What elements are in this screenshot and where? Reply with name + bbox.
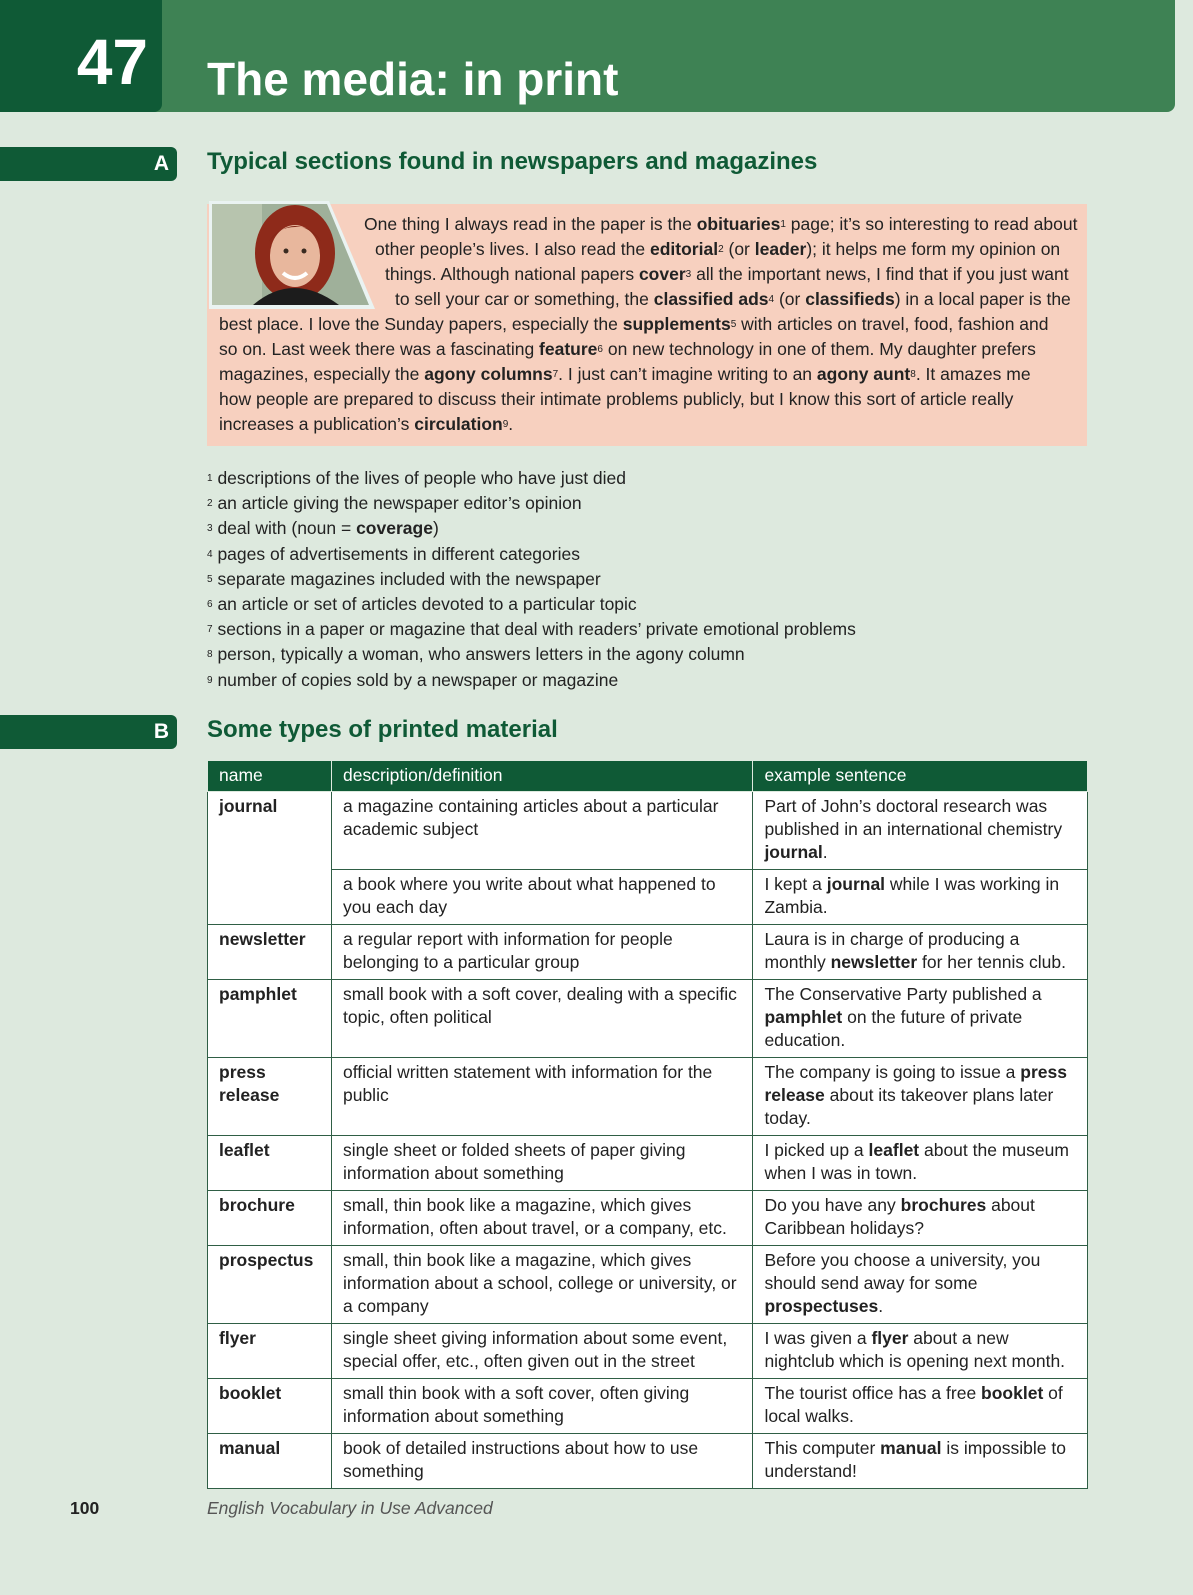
glossary-item: $^3$ deal with (noun = coverage) bbox=[207, 518, 439, 539]
glossary-item: $^2$ an article giving the newspaper editor’s opinion bbox=[207, 493, 582, 514]
section-b-tab: B bbox=[0, 715, 177, 749]
book-title: English Vocabulary in Use Advanced bbox=[207, 1498, 493, 1518]
table-row: manual book of detailed instructions about how to use something This computer manual is impossible to understand! bbox=[208, 1434, 1088, 1489]
glossary-item: $^1$ descriptions of the lives of people who have just died bbox=[207, 468, 627, 488]
table-row: journal a magazine containing articles about a particular academic subject Part of John’s doctoral research was published in an international chemistry journal. bbox=[208, 792, 1088, 870]
unit-number-box bbox=[0, 0, 162, 112]
table-row: leaflet single sheet or folded sheets of paper giving information about something I picked up a leaflet about the museum when I was in town. bbox=[208, 1136, 1088, 1191]
page-number: 100 bbox=[70, 1498, 100, 1518]
quote-paragraph: One thing I always read in the paper is the obituaries$^1$ page; it’s so interesting to read about other people’s lives. I also read the editorial$^2$ (or leader); it helps me form my opinion on things. Although national papers cover$^3$ all the important news, I find that if you just want to sell your car or something, the classified ads$^4$ (or classifieds) in a local paper is the best place. I love the Sunday papers, especially the supplements$^5$ with articles on travel, food, fashion and so on. Last week there was a fascinating feature$^6$ on new technology in one of them. My daughter prefers magazines, especially the agony columns$^7$. I just can’t imagine writing to an agony aunt$^8$. It amazes me how people are prepared to discuss their intimate problems publicly, but I know this sort of article really increases a publication’s circulation$^9$. bbox=[219, 214, 1078, 434]
glossary-item: $^9$ number of copies sold by a newspaper or magazine bbox=[207, 669, 619, 690]
section-b-title: Some types of printed material bbox=[207, 716, 558, 743]
glossary-item: $^7$ sections in a paper or magazine that deal with readers’ private emotional problems bbox=[207, 619, 856, 640]
unit-number: 47 bbox=[76, 26, 148, 98]
table-row: flyer single sheet giving information about some event, special offer, etc., often given out in the street I was given a flyer about a new nightclub which is opening next month. bbox=[208, 1324, 1088, 1379]
section-a-tab: A bbox=[0, 147, 177, 181]
glossary-item: $^8$ person, typically a woman, who answers letters in the agony column bbox=[207, 644, 745, 665]
glossary-item: $^6$ an article or set of articles devoted to a particular topic bbox=[207, 594, 637, 615]
glossary-list bbox=[207, 466, 1077, 693]
printed-material-table bbox=[207, 760, 1088, 1489]
table-row: pamphlet small book with a soft cover, dealing with a specific topic, often political The Conservative Party published a pamphlet on the future of private education. bbox=[208, 980, 1088, 1058]
header-description: description/definition bbox=[331, 761, 752, 792]
header-name: name bbox=[208, 761, 332, 792]
table-row: booklet small thin book with a soft cover, often giving information about something The tourist office has a free booklet of local walks. bbox=[208, 1379, 1088, 1434]
table-header-row bbox=[208, 761, 1088, 792]
table-row: a book where you write about what happened to you each day I kept a journal while I was working in Zambia. bbox=[208, 870, 1088, 925]
unit-title: The media: in print bbox=[207, 53, 619, 105]
table-row: prospectus small, thin book like a magazine, which gives information about a school, college or university, or a company Before you choose a university, you should send away for some prospectuses. bbox=[208, 1246, 1088, 1324]
header-example: example sentence bbox=[753, 761, 1088, 792]
table-row: brochure small, thin book like a magazine, which gives information, often about travel, or a company, etc. Do you have any brochures about Caribbean holidays? bbox=[208, 1191, 1088, 1246]
glossary-item: $^5$ separate magazines included with the newspaper bbox=[207, 568, 601, 589]
table-row: newsletter a regular report with information for people belonging to a particular group Laura is in charge of producing a monthly newsletter for her tennis club. bbox=[208, 925, 1088, 980]
glossary-item: $^4$ pages of advertisements in different categories bbox=[207, 543, 580, 564]
table-row: press release official written statement with information for the public The company is going to issue a press release about its takeover plans later today. bbox=[208, 1058, 1088, 1136]
section-a-title: Typical sections found in newspapers and magazines bbox=[207, 148, 818, 175]
